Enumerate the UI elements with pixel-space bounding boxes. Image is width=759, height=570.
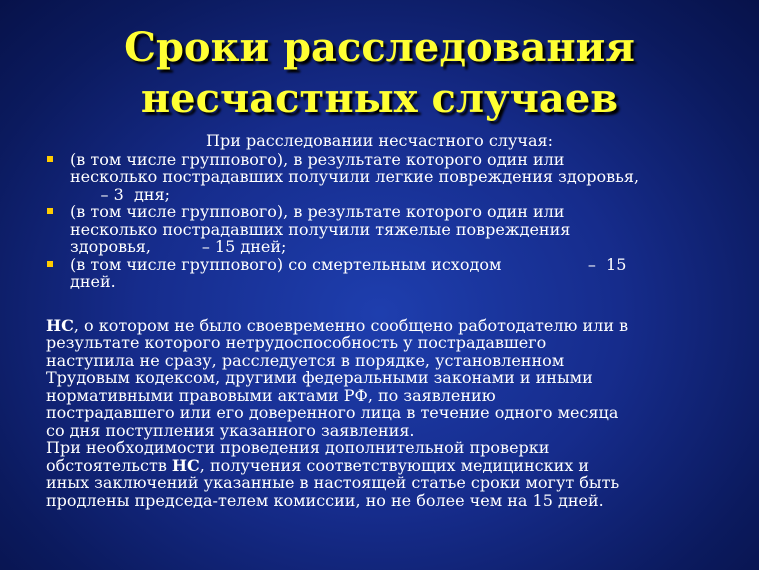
bullet-line: (в том числе группового), в результате которого один или xyxy=(70,202,565,221)
paragraph-line-text: , о котором не было своевременно сообщено работодателю или в xyxy=(73,315,629,335)
paragraph-line: пострадавшего или его доверенного лица в течение одного месяца xyxy=(46,403,619,422)
paragraph-line xyxy=(46,455,720,475)
bullet-line: несколько пострадавших получили легкие повреждения здоровья, xyxy=(70,167,640,186)
paragraph-extension xyxy=(0,439,720,509)
paragraph-line: со дня поступления указанного заявления. xyxy=(46,420,415,440)
slide-body xyxy=(0,132,759,509)
bullet-item-fatal xyxy=(0,256,710,291)
paragraph-line: нормативными правовыми актами РФ, по заявлению xyxy=(46,385,496,405)
bullet-line: (в том числе группового) со смертельным исходом – 15 xyxy=(70,254,627,274)
paragraph-late-report xyxy=(0,317,720,440)
slide-title-line-1: Сроки расследования xyxy=(124,24,635,71)
square-bullet-icon xyxy=(47,261,53,267)
bullet-line: несколько пострадавших получили тяжелые повреждения xyxy=(70,219,571,239)
spacer xyxy=(0,291,759,317)
paragraph-line: иных заключений указанные в настоящей статье сроки могут быть xyxy=(46,473,620,492)
square-bullet-icon xyxy=(47,156,53,162)
bullet-line: дней. xyxy=(70,272,116,291)
paragraph-line: результате которого нетрудоспособность у пострадавшего xyxy=(46,333,547,352)
ns-abbreviation: НС xyxy=(46,315,74,335)
ns-abbreviation: НС xyxy=(171,455,200,475)
slide-title xyxy=(0,22,759,124)
paragraph-line: наступила не сразу, расследуется в порядке, установленном xyxy=(46,350,565,370)
slide-title-line-2: несчастных случаев xyxy=(140,75,619,122)
bullet-item-light-injuries xyxy=(0,151,710,204)
bullet-line: (в том числе группового), в результате которого один или xyxy=(70,149,565,169)
bullet-item-severe-injuries xyxy=(0,203,710,256)
intro-text: При расследовании несчастного случая: xyxy=(206,131,553,150)
paragraph-line xyxy=(46,315,720,335)
bullet-line: – 3 дня; xyxy=(70,184,170,204)
paragraph-line-text: , получения соответствующих медицинских и xyxy=(199,455,590,475)
square-bullet-icon xyxy=(47,208,53,214)
paragraph-line: продлены председа-телем комиссии, но не более чем на 15 дней. xyxy=(46,490,604,510)
bullet-line: здоровья, – 15 дней; xyxy=(70,237,287,256)
paragraph-line: Трудовым кодексом, другими федеральными законами и иными xyxy=(46,368,593,387)
paragraph-line: При необходимости проведения дополнительной проверки xyxy=(46,438,550,457)
paragraph-line-text: обстоятельств xyxy=(46,455,172,475)
